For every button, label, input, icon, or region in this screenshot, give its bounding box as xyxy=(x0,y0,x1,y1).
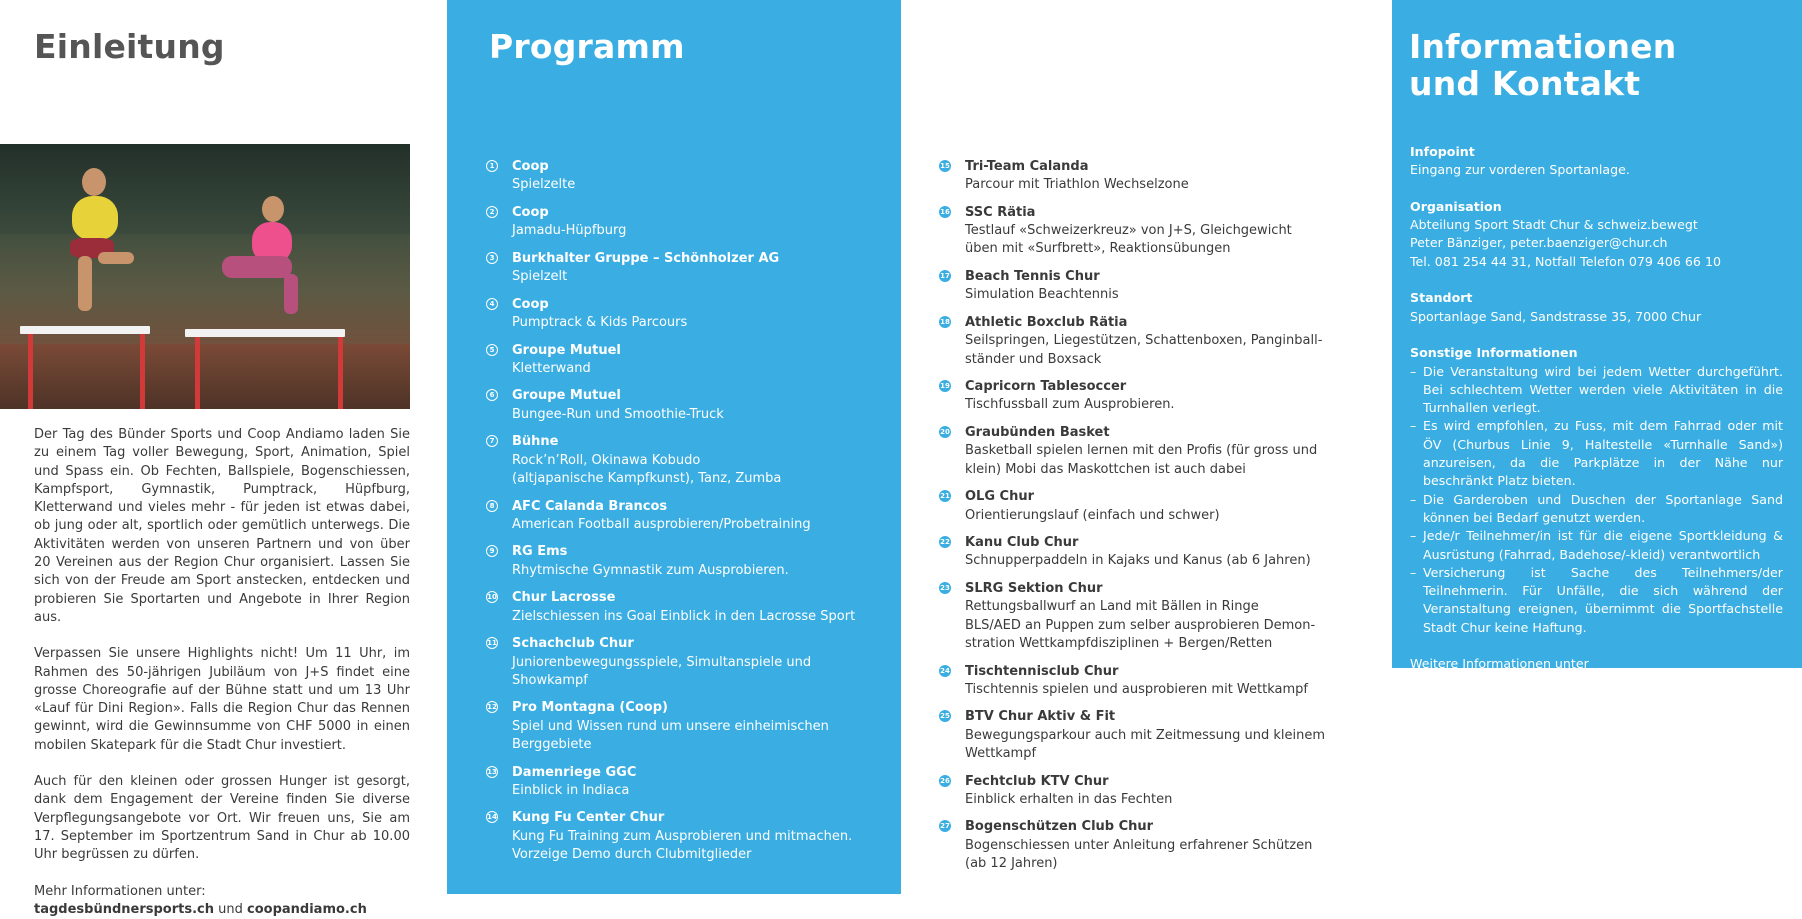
program-item-name: Athletic Boxclub Rätia xyxy=(965,314,1128,330)
program-number-badge: 1 xyxy=(486,160,498,172)
program-title: Programm xyxy=(489,27,685,66)
and-text: und xyxy=(1410,692,1434,708)
program-item xyxy=(486,635,886,690)
program-item xyxy=(939,378,1379,415)
program-item xyxy=(939,580,1379,653)
more-info-text: Weitere Informationen unter xyxy=(1410,656,1589,672)
link-tagdesbuendnersports[interactable]: tagdesbündnersports.ch xyxy=(34,901,214,917)
infopoint-label: Infopoint xyxy=(1410,144,1475,159)
hurdle-bar xyxy=(20,326,150,334)
link-www-coopandiamo[interactable]: www.coopandiamo.ch xyxy=(1437,692,1593,708)
program-item-name: OLG Chur xyxy=(965,489,1034,505)
program-item-description: Rock’n’Roll, Okinawa Kobudo xyxy=(512,452,701,468)
program-item-description: Orientierungslauf (einfach und schwer) xyxy=(965,507,1220,523)
photo-track xyxy=(0,344,410,409)
program-number-badge: 13 xyxy=(487,767,497,776)
program-item-description: Vorzeige Demo durch Clubmitglieder xyxy=(512,847,752,863)
program-item-name: AFC Calanda Brancos xyxy=(512,498,668,514)
athlete-yellow xyxy=(72,196,118,240)
program-item-description: Schnupperpaddeln in Kajaks und Kanus (ab 6 Jahren) xyxy=(965,553,1311,569)
program-item xyxy=(939,268,1379,305)
program-item-name: Schachclub Chur xyxy=(512,636,634,652)
program-item-description: American Football ausprobieren/Probetraining xyxy=(512,516,811,532)
program-item xyxy=(486,498,886,535)
program-item-name: Coop xyxy=(512,159,549,174)
program-number-badge: 12 xyxy=(487,703,497,712)
program-item xyxy=(939,158,1379,195)
athlete-head xyxy=(82,168,106,196)
program-item-description: Testlauf «Schweizerkreuz» von J+S, Gleichgewicht xyxy=(965,223,1292,239)
program-item-name: Groupe Mutuel xyxy=(512,342,621,358)
program-number-badge: 19 xyxy=(940,382,950,391)
program-item-name: Tischtennisclub Chur xyxy=(965,663,1119,679)
program-item-description: Bogenschiessen unter Anleitung erfahrener Schützen xyxy=(965,837,1313,853)
hurdle-leg xyxy=(140,334,145,409)
program-item xyxy=(486,342,886,379)
program-item-description: stration Wettkampfdisziplinen + Bergen/Retten xyxy=(965,635,1273,651)
more-info-block xyxy=(1410,655,1783,710)
program-item-name: SLRG Sektion Chur xyxy=(965,581,1103,597)
info-title-line-2: und Kontakt xyxy=(1409,64,1641,103)
program-item xyxy=(486,589,886,626)
program-number-badge: 26 xyxy=(940,776,950,785)
program-item-name: Graubünden Basket xyxy=(965,425,1110,441)
program-item-description: Zielschiessen ins Goal Einblick in den Lacrosse Sport xyxy=(512,608,856,624)
program-item-description: Einblick in Indiaca xyxy=(512,782,630,798)
sonstige-block xyxy=(1410,344,1783,637)
program-number-badge: 21 xyxy=(940,492,950,501)
program-item-name: Chur Lacrosse xyxy=(512,590,616,606)
athlete-head xyxy=(262,196,284,222)
athlete-leg xyxy=(78,256,92,311)
program-item-name: Fechtclub KTV Chur xyxy=(965,773,1109,789)
program-item-description: Spielzelt xyxy=(512,269,568,285)
standort-label: Standort xyxy=(1410,290,1473,306)
program-item-description: üben mit «Surfbrett», Reaktionsübungen xyxy=(965,241,1231,257)
program-item-description: Einblick erhalten in das Fechten xyxy=(965,791,1173,807)
program-number-badge: 24 xyxy=(940,666,950,675)
program-number-badge: 6 xyxy=(486,389,498,401)
program-item-name: Tri-Team Calanda xyxy=(965,159,1089,174)
intro-text xyxy=(34,426,410,919)
program-item xyxy=(486,764,886,801)
program-number-badge: 22 xyxy=(940,538,950,547)
intro-column xyxy=(0,0,447,917)
program-item-description: Tischtennis spielen und ausprobieren mit Wettkampf xyxy=(965,681,1308,697)
program-item-description: Spiel und Wissen rund um unsere einheimischen xyxy=(512,718,829,734)
info-column xyxy=(1392,0,1802,708)
standort-block xyxy=(1410,289,1783,326)
program-number-badge: 14 xyxy=(487,813,497,822)
program-list-1 xyxy=(486,158,886,874)
program-number-badge: 5 xyxy=(486,344,498,356)
standort-text: Sportanlage Sand, Sandstrasse 35, 7000 Chur xyxy=(1410,308,1702,324)
program-number-badge: 2 xyxy=(486,206,498,218)
program-number-badge: 17 xyxy=(940,272,950,281)
program-item-name: Capricorn Tablesoccer xyxy=(965,379,1127,395)
program-item xyxy=(939,204,1379,259)
program-item-description: Jamadu-Hüpfburg xyxy=(512,223,627,239)
program-item-description: Tischfussball zum Ausprobieren. xyxy=(965,397,1175,413)
program-number-badge: 25 xyxy=(940,712,950,721)
program-number-badge: 16 xyxy=(940,207,950,216)
program-number-badge: 27 xyxy=(940,822,950,831)
intro-title: Einleitung xyxy=(34,27,225,66)
program-item-description: Berggebiete xyxy=(512,736,592,752)
info-bullet: – Versicherung ist Sache des Teilnehmers/der Teilnehmerin. Für Unfälle, die sich während der Veranstaltung ereignen, übernimmt die Sportfachstelle Stadt Chur keine Haftung. xyxy=(1410,564,1783,637)
info-bullet: – Die Veranstaltung wird bei jedem Wetter durchgeführt. Bei schlechtem Wetter werden viele Aktivitäten in die Turnhallen verlegt. xyxy=(1410,363,1783,418)
program-item xyxy=(939,314,1379,369)
program-item xyxy=(486,433,886,488)
organisation-line: Abteilung Sport Stadt Chur & schweiz.bewegt xyxy=(1410,217,1698,233)
program-item-description: Parcour mit Triathlon Wechselzone xyxy=(965,177,1189,193)
program-item-name: Burkhalter Gruppe – Schönholzer AG xyxy=(512,250,780,266)
link-coopandiamo[interactable]: coopandiamo.ch xyxy=(247,901,367,917)
program-item-name: BTV Chur Aktiv & Fit xyxy=(965,709,1116,725)
info-title-line-1: Informationen xyxy=(1409,27,1677,66)
intro-paragraph-3: Auch für den kleinen oder grossen Hunger ist gesorgt, dank dem Engagement der Vereine finden Sie diverse Verpflegungsangebote vor Ort. Wir freuen uns, Sie am 17. September im Sportzentrum Sand in Chur ab 10.00 Uhr begrüssen zu dürfen. xyxy=(34,774,410,863)
program-item-description: (altjapanische Kampfkunst), Tanz, Zumba xyxy=(512,470,782,486)
program-item-description: Rettungsballwurf an Land mit Bällen in Ringe xyxy=(965,599,1259,615)
infopoint-text: Eingang zur vorderen Sportanlage. xyxy=(1410,162,1630,178)
program-item-name: Damenriege GGC xyxy=(512,764,637,780)
program-item-description: Juniorenbewegungsspiele, Simultanspiele und Showkampf xyxy=(512,654,812,688)
program-number-badge: 20 xyxy=(940,428,950,437)
program-item xyxy=(939,488,1379,525)
program-item xyxy=(486,809,886,864)
program-item-description: klein) Mobi das Maskottchen ist auch dabei xyxy=(965,461,1246,477)
hurdle-leg xyxy=(195,337,200,409)
program-item-description: (ab 12 Jahren) xyxy=(965,856,1058,872)
more-info-label: Mehr Informationen unter: xyxy=(34,883,206,899)
hurdles-photo xyxy=(0,144,410,409)
athlete-leg xyxy=(98,252,134,264)
photo-background xyxy=(0,144,410,234)
program-item-name: Kung Fu Center Chur xyxy=(512,810,665,826)
program-number-badge: 11 xyxy=(487,639,497,648)
program-item xyxy=(486,204,886,241)
program-number-badge: 23 xyxy=(940,584,950,593)
program-item-name: Groupe Mutuel xyxy=(512,388,621,404)
hurdle-leg xyxy=(28,334,33,409)
program-item-description: Basketball spielen lernen mit den Profis (für gross und xyxy=(965,443,1318,459)
intro-paragraph-2: Verpassen Sie unsere Highlights nicht! Um 11 Uhr, im Rahmen des 50-jährigen Jubiläum von J+S findet eine grosse Choreografie auf der Bühne statt und um 13 Uhr «Lauf für Dini Region». Falls die Region Chur das Rennen gewinnt, wird die Gewinnsumme von CHF 5000 in einen mobilen Skatepark für die Stadt Chur investiert. xyxy=(34,646,410,753)
program-number-badge: 4 xyxy=(486,298,498,310)
program-item-name: Beach Tennis Chur xyxy=(965,269,1100,285)
program-item-name: RG Ems xyxy=(512,544,568,560)
organisation-block xyxy=(1410,198,1783,271)
program-item-description: Rhytmische Gymnastik zum Ausprobieren. xyxy=(512,562,789,578)
program-number-badge: 15 xyxy=(940,162,950,170)
athlete-leggings xyxy=(222,256,292,278)
program-item-name: SSC Rätia xyxy=(965,204,1036,220)
program-item xyxy=(486,699,886,754)
program-item xyxy=(486,296,886,333)
organisation-label: Organisation xyxy=(1410,198,1502,214)
athlete-leg xyxy=(284,274,298,314)
program-item xyxy=(939,663,1379,700)
intro-more-info xyxy=(34,883,410,919)
program-item-description: Kletterwand xyxy=(512,360,591,376)
program-list-2 xyxy=(939,158,1379,883)
program-number-badge: 3 xyxy=(486,252,498,264)
program-item-name: Coop xyxy=(512,296,549,312)
info-bullet: – Die Garderoben und Duschen der Sportanlage Sand können bei Bedarf genutzt werden. xyxy=(1410,491,1783,528)
program-item-name: Bühne xyxy=(512,434,559,450)
program-number-badge: 7 xyxy=(486,435,498,447)
program-item-description: Kung Fu Training zum Ausprobieren und mitmachen. xyxy=(512,828,853,844)
info-title xyxy=(1409,28,1676,102)
program-item xyxy=(939,534,1379,571)
program-item-name: Coop xyxy=(512,204,549,220)
program-item-name: Kanu Club Chur xyxy=(965,535,1079,551)
and-text: und xyxy=(218,901,243,917)
sonstige-label: Sonstige Informationen xyxy=(1410,345,1578,361)
link-www-tagdesbuendnersports[interactable]: www.tagdesbündnersports.ch xyxy=(1410,674,1624,690)
program-item xyxy=(939,708,1379,763)
organisation-contact: Peter Bänziger, peter.baenziger@chur.ch xyxy=(1410,235,1668,251)
program-item-name: Pro Montagna (Coop) xyxy=(512,700,668,716)
program-item-name: Bogenschützen Club Chur xyxy=(965,819,1154,835)
program-item xyxy=(939,424,1379,479)
hurdle-bar xyxy=(185,329,345,337)
program-item-description: Spielzelte xyxy=(512,177,576,193)
infopoint-block xyxy=(1410,143,1783,180)
program-item-description: BLS/AED an Puppen zum selber ausprobieren Demon- xyxy=(965,617,1316,633)
program-item-description: Bewegungsparkour auch mit Zeitmessung und kleinem xyxy=(965,727,1326,743)
program-column xyxy=(447,0,901,894)
program-item xyxy=(939,818,1379,873)
program-item-description: ständer und Boxsack xyxy=(965,351,1102,367)
program-item-description: Pumptrack & Kids Parcours xyxy=(512,314,688,330)
program-item-description: Seilspringen, Liegestützen, Schattenboxen, Panginball- xyxy=(965,333,1323,349)
program-number-badge: 9 xyxy=(486,545,498,557)
program-number-badge: 10 xyxy=(487,593,497,602)
organisation-phone: Tel. 081 254 44 31, Notfall Telefon 079 406 66 10 xyxy=(1410,253,1721,269)
program-item-description: Simulation Beachtennis xyxy=(965,287,1119,303)
info-body xyxy=(1410,143,1783,710)
program-item xyxy=(486,250,886,287)
program-column-2 xyxy=(901,0,1392,894)
program-item xyxy=(486,543,886,580)
program-item-description: Bungee-Run und Smoothie-Truck xyxy=(512,406,724,422)
sonstige-list xyxy=(1410,363,1783,637)
program-item xyxy=(486,158,886,195)
program-item xyxy=(486,387,886,424)
program-number-badge: 8 xyxy=(486,500,498,512)
info-bullet: – Jede/r Teilnehmer/in ist für die eigene Sportkleidung & Ausrüstung (Fahrrad, Badehose/-kleid) verantwortlich xyxy=(1410,527,1783,564)
program-number-badge: 18 xyxy=(940,317,950,326)
hurdle-leg xyxy=(338,337,343,409)
program-item-description: Wettkampf xyxy=(965,745,1037,761)
intro-paragraph-1: Der Tag des Bünder Sports und Coop Andiamo laden Sie zu einem Tag voller Bewegung, Sport, Animation, Spiel und Spass ein. Ob Fechten, Ballspiele, Bogenschiessen, Kampfsport, Gymnastik, Pumptrack, Hüpfburg, Kletterwand und vieles mehr - für jeden ist etwas dabei, ob jung oder alt, sportlich oder gemütlich unterwegs. Die Aktivitäten werden von unseren Partnern und von über 20 Vereinen aus der Region Chur organisiert. Lassen Sie sich von der Freude am Sport anstecken, entdecken und probieren Sie Sportarten und Angebote in Ihrer Region aus. xyxy=(34,427,410,625)
program-item xyxy=(939,773,1379,810)
info-bullet: – Es wird empfohlen, zu Fuss, mit dem Fahrrad oder mit ÖV (Churbus Linie 9, Haltestelle «Turnhalle Sand») anzureisen, da die Parkplätze in der Nähe nur beschränkt Platz bieten. xyxy=(1410,417,1783,490)
